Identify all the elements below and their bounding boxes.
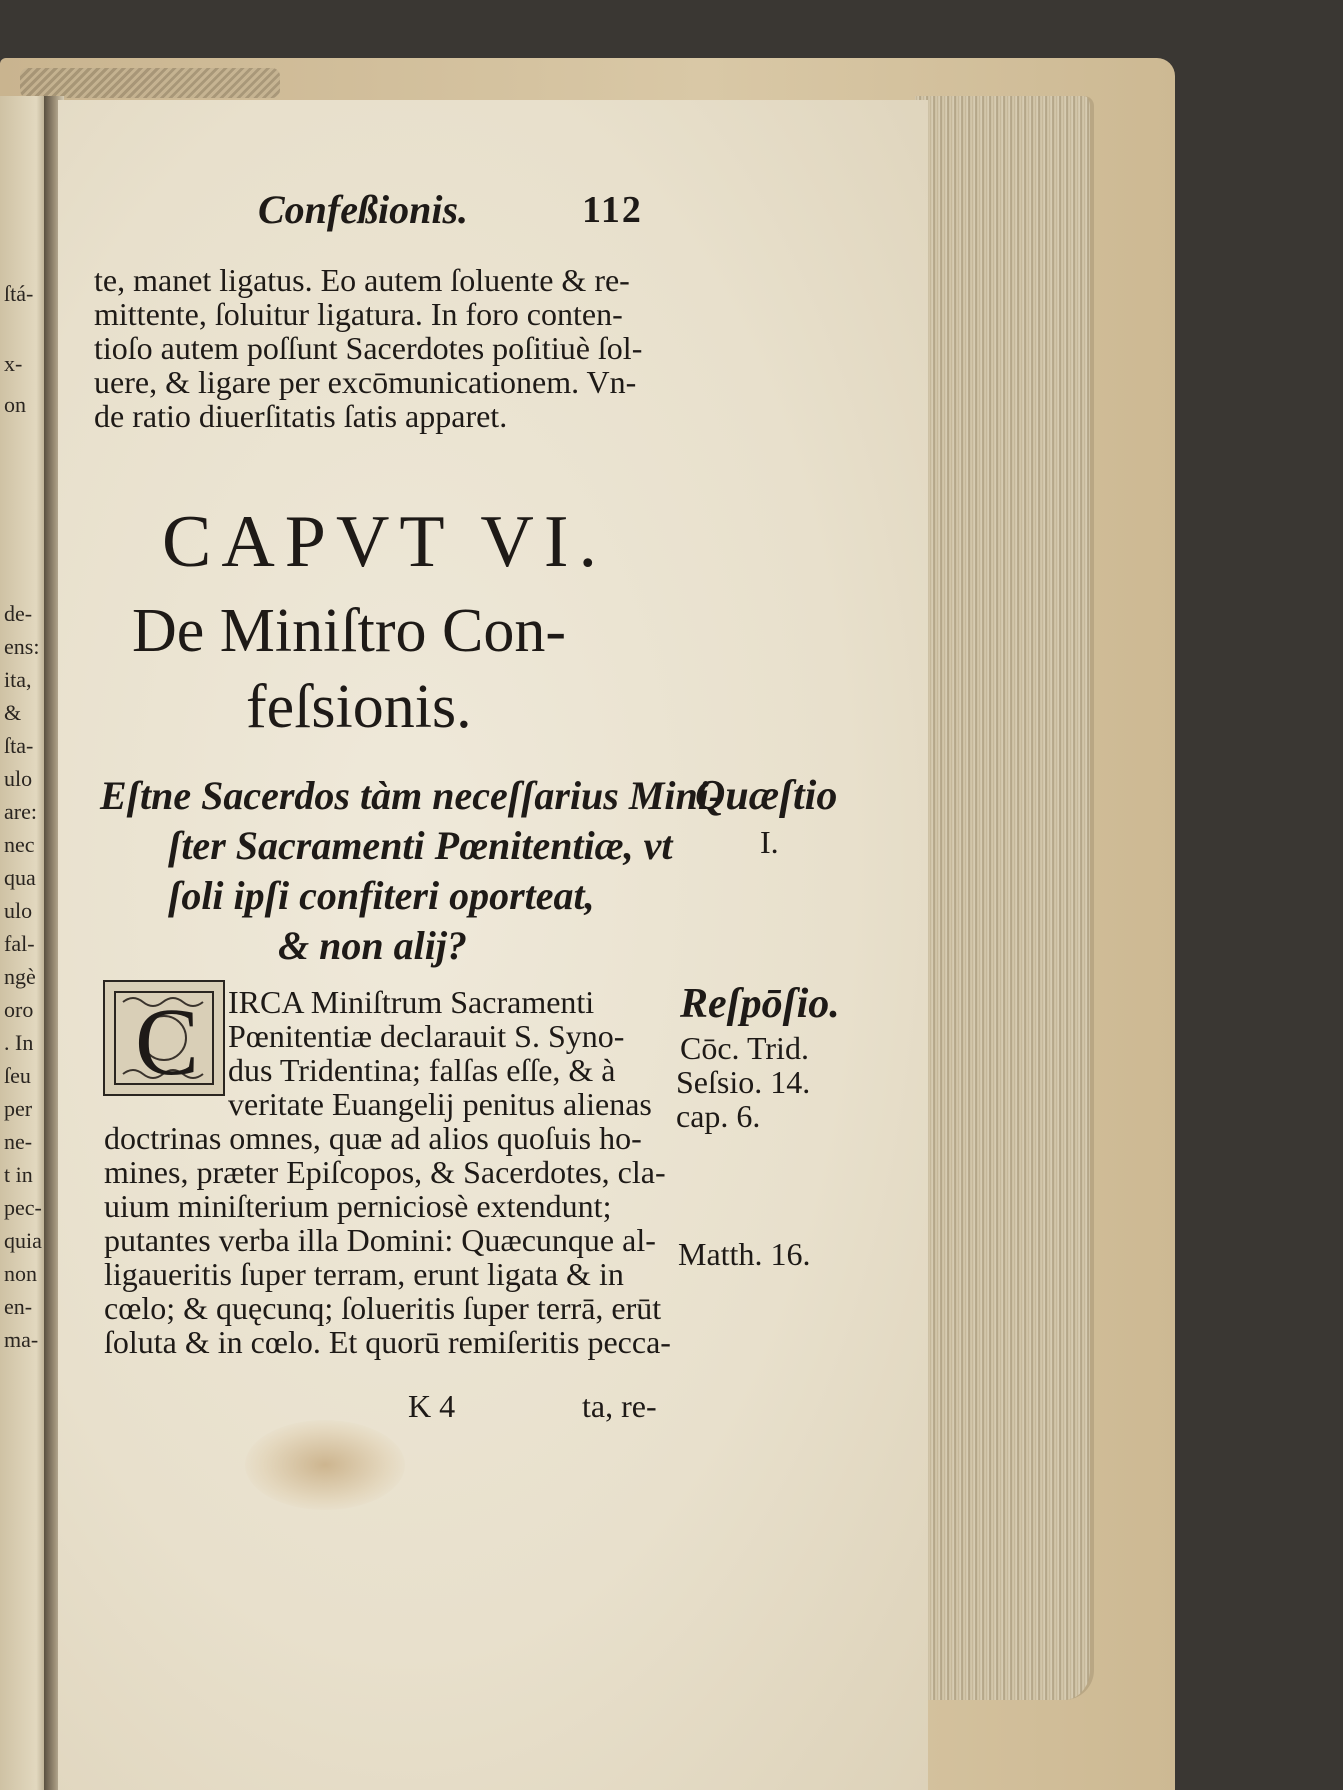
page-number: 112	[582, 189, 643, 231]
margin-reference: Seſsio. 14.	[676, 1064, 811, 1100]
text-line: dus Tridentina; falſas eſſe, & à	[228, 1052, 616, 1088]
text-line: veritate Euangelij penitus alienas	[228, 1086, 652, 1122]
left-page-text-fragment: ma-	[4, 1327, 39, 1352]
svg-text:C: C	[135, 988, 200, 1094]
text-line: ligaueritis ſuper terram, erunt ligata & in	[104, 1256, 624, 1292]
question-line: & non alij?	[278, 923, 467, 968]
chapter-heading: CAPVT VI.	[162, 501, 608, 583]
left-page-text-fragment: fal-	[4, 931, 35, 956]
margin-quaestio: Quæſtio	[695, 773, 838, 819]
text-line: doctrinas omnes, quæ ad alios quoſuis ho-	[104, 1120, 642, 1156]
left-page-text-fragment: de-	[4, 601, 33, 626]
left-page-text-fragment: ngè	[4, 964, 36, 989]
margin-question-number: I.	[760, 824, 779, 860]
text-line: IRCA Miniſtrum Sacramenti	[228, 984, 595, 1020]
signature-mark: K 4	[408, 1388, 456, 1424]
page-block-edges	[915, 96, 1094, 1700]
margin-reference: cap. 6.	[676, 1098, 761, 1134]
text-line: mines, præter Epiſcopos, & Sacerdotes, cla-	[104, 1154, 666, 1190]
margin-responsio: Reſpōſio.	[680, 981, 840, 1027]
left-page-text-fragment: ens:	[4, 634, 40, 659]
catchword: ta, re-	[582, 1388, 657, 1424]
running-head: Confeßionis.	[258, 187, 469, 232]
margin-reference-matth: Matth. 16.	[678, 1236, 811, 1272]
chapter-title-line: feſsionis.	[246, 673, 472, 741]
text-line: cœlo; & quęcunq; ſolueritis ſuper terrā, erūt	[104, 1290, 662, 1326]
left-page-text-fragment: ulo	[4, 766, 33, 791]
left-page-text-fragment: ulo	[4, 898, 33, 923]
text-line: tioſo autem poſſunt Sacerdotes poſitiuè ſol-	[94, 330, 643, 366]
left-page-text-fragment: quia	[4, 1228, 42, 1253]
left-page-text-fragment: ne-	[4, 1129, 33, 1154]
chapter-title-line: De Miniſtro Con-	[132, 597, 566, 665]
text-line: ſoluta & in cœlo. Et quorū remiſeritis pecca-	[104, 1324, 671, 1360]
left-page-text-fragment: non	[4, 1261, 37, 1286]
left-page-text-fragment: are:	[4, 799, 37, 824]
binding-thread	[20, 68, 280, 98]
left-page-text-fragment: ſta-	[4, 733, 34, 758]
left-page-text-fragment: en-	[4, 1294, 33, 1319]
left-page-text-fragment: t in	[4, 1162, 33, 1187]
text-line: te, manet ligatus. Eo autem ſoluente & re-	[94, 262, 630, 298]
left-page-text-fragment: . In	[4, 1030, 34, 1055]
left-page-text-fragment: ſtá-	[4, 281, 34, 306]
text-line: Pœnitentiæ declarauit S. Syno-	[228, 1018, 625, 1054]
text-line: uium miniſterium perniciosè extendunt;	[104, 1188, 612, 1224]
left-page-text-fragment: ſeu	[4, 1063, 31, 1088]
paper-stain	[245, 1420, 405, 1510]
left-page-text-fragment: nec	[4, 832, 35, 857]
question-line: Eſtne Sacerdos tàm neceſſarius Mini-	[100, 773, 723, 818]
text-line: uere, & ligare per excōmunicationem. Vn-	[94, 364, 637, 400]
left-page-text-fragment: qua	[4, 865, 36, 890]
text-line: mittente, ſoluitur ligatura. In foro conten-	[94, 296, 623, 332]
left-page-text-fragment: pec-	[4, 1195, 42, 1220]
left-page-text-fragment: oro	[4, 997, 34, 1022]
text-line: putantes verba illa Domini: Quæcunque al-	[104, 1222, 656, 1258]
left-page-text-fragment: per	[4, 1096, 33, 1121]
left-page-text-fragment: x-	[4, 351, 23, 376]
left-page-text-fragment: &	[4, 700, 22, 725]
margin-reference: Cōc. Trid.	[680, 1030, 809, 1066]
left-page-text-fragment: ita,	[4, 667, 32, 692]
question-line: ſoli ipſi confiteri oporteat,	[168, 873, 595, 918]
question-line: ſter Sacramenti Pœnitentiæ, vt	[168, 823, 673, 868]
decorated-initial	[103, 980, 225, 1096]
text-line: de ratio diuerſitatis ſatis apparet.	[94, 398, 508, 434]
left-page-text-fragment: on	[4, 392, 26, 417]
